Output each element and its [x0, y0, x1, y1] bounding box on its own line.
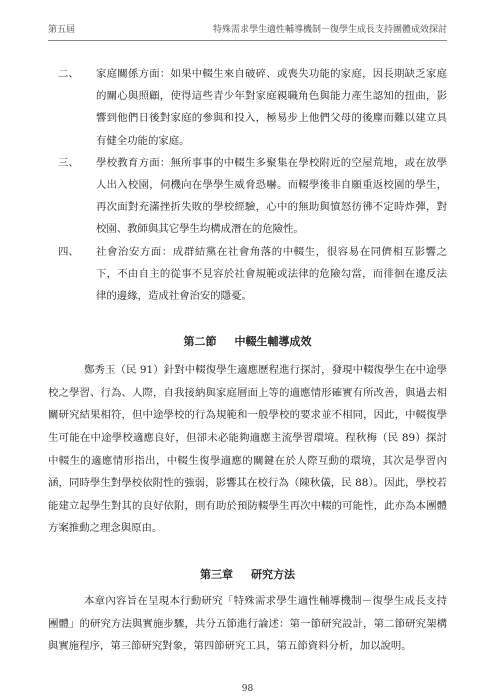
list-text: 社會治安方面：成群結黨在社會角落的中輟生，很容易在同儕相互影響之下，不由自主的從事不見容於社會規範或法律的危險勾當，而徘徊在違反法律的邊緣，造成社會治安的隱憂。: [96, 245, 447, 303]
list-item-society: [48, 241, 447, 308]
section-number: 第二節: [183, 335, 217, 349]
chapter-number: 第三章: [200, 567, 233, 581]
list-number: 三、: [58, 156, 79, 169]
header-title: 特殊需求學生適性輔導機制－復學生成長支持團體成效探討: [212, 25, 447, 35]
page-content: [48, 60, 447, 658]
section-heading: [48, 331, 447, 353]
chapter-paragraph: 本章內容旨在呈現本行動研究「特殊需求學生適性輔導機制－復學生成長支持團體」的研究方法與實施步驟，共分五節進行論述：第一節研究設計，第二節研究架構與實施程序，第三節研究對象，第四節研究工具，第五節資料分析，加以說明。: [48, 594, 447, 653]
list-number: 二、: [58, 68, 79, 80]
list-text: 學校教育方面：無所事事的中輟生多聚集在學校附近的空屋荒地，或在放學人出入校園，伺機向在學學生威脅恐嚇。而輟學後非自願重返校園的學生，再次面對充滿挫折失敗的學校經驗，心中的無助與憤怒彷彿不定時炸彈，對校園、教師與其它學生均構成潛在的危險性。: [96, 156, 447, 236]
chapter-heading: [48, 564, 447, 586]
list-item-family: [48, 63, 447, 152]
chapter-title: 研究方法: [251, 567, 295, 581]
header-session: 第五屆: [48, 25, 76, 35]
list-text: 家庭關係方面：如果中輟生來自破碎、或喪失功能的家庭，因長期缺乏家庭的關心與照顧，使得這些青少年對家庭親職角色與能力產生認知的扭曲，影響到他們日後對家庭的參與和投入，極易步上他們父母的後塵而難以建立具有健全功能的家庭。: [96, 68, 447, 147]
page-number: 98: [241, 684, 254, 694]
list-item-school: [48, 152, 447, 241]
page-header: [48, 18, 447, 41]
section-paragraph: 鄭秀玉（民 91）針對中輟復學生適應歷程進行探討，發現中輟復學生在中途學校之學習、行為、人際，自我接納與家庭層面上等的適應情形確實有所改善，與過去相關研究結果相符，但中途學校的行為規範和一般學校的要求並不相同，因此，中輟復學生可能在中途學校適應良好，但卻未必能夠適應主流學習環境。程秋梅（民 89）探討中輟生的適應情形指出，中輟生復學適應的關鍵在於人際互動的環境，其次是學習內涵，同時學生對學校依附性的強弱，影響其在校行為（陳秋儀，民 88）。因此，學校若能建立起學生對其的良好依附，則有助於預防輟學生再次中輟的可能性，此亦為本團體方案推動之理念與原由。: [48, 364, 447, 535]
list-number: 四、: [58, 245, 79, 258]
section-title: 中輟生輔導成效: [234, 335, 312, 349]
